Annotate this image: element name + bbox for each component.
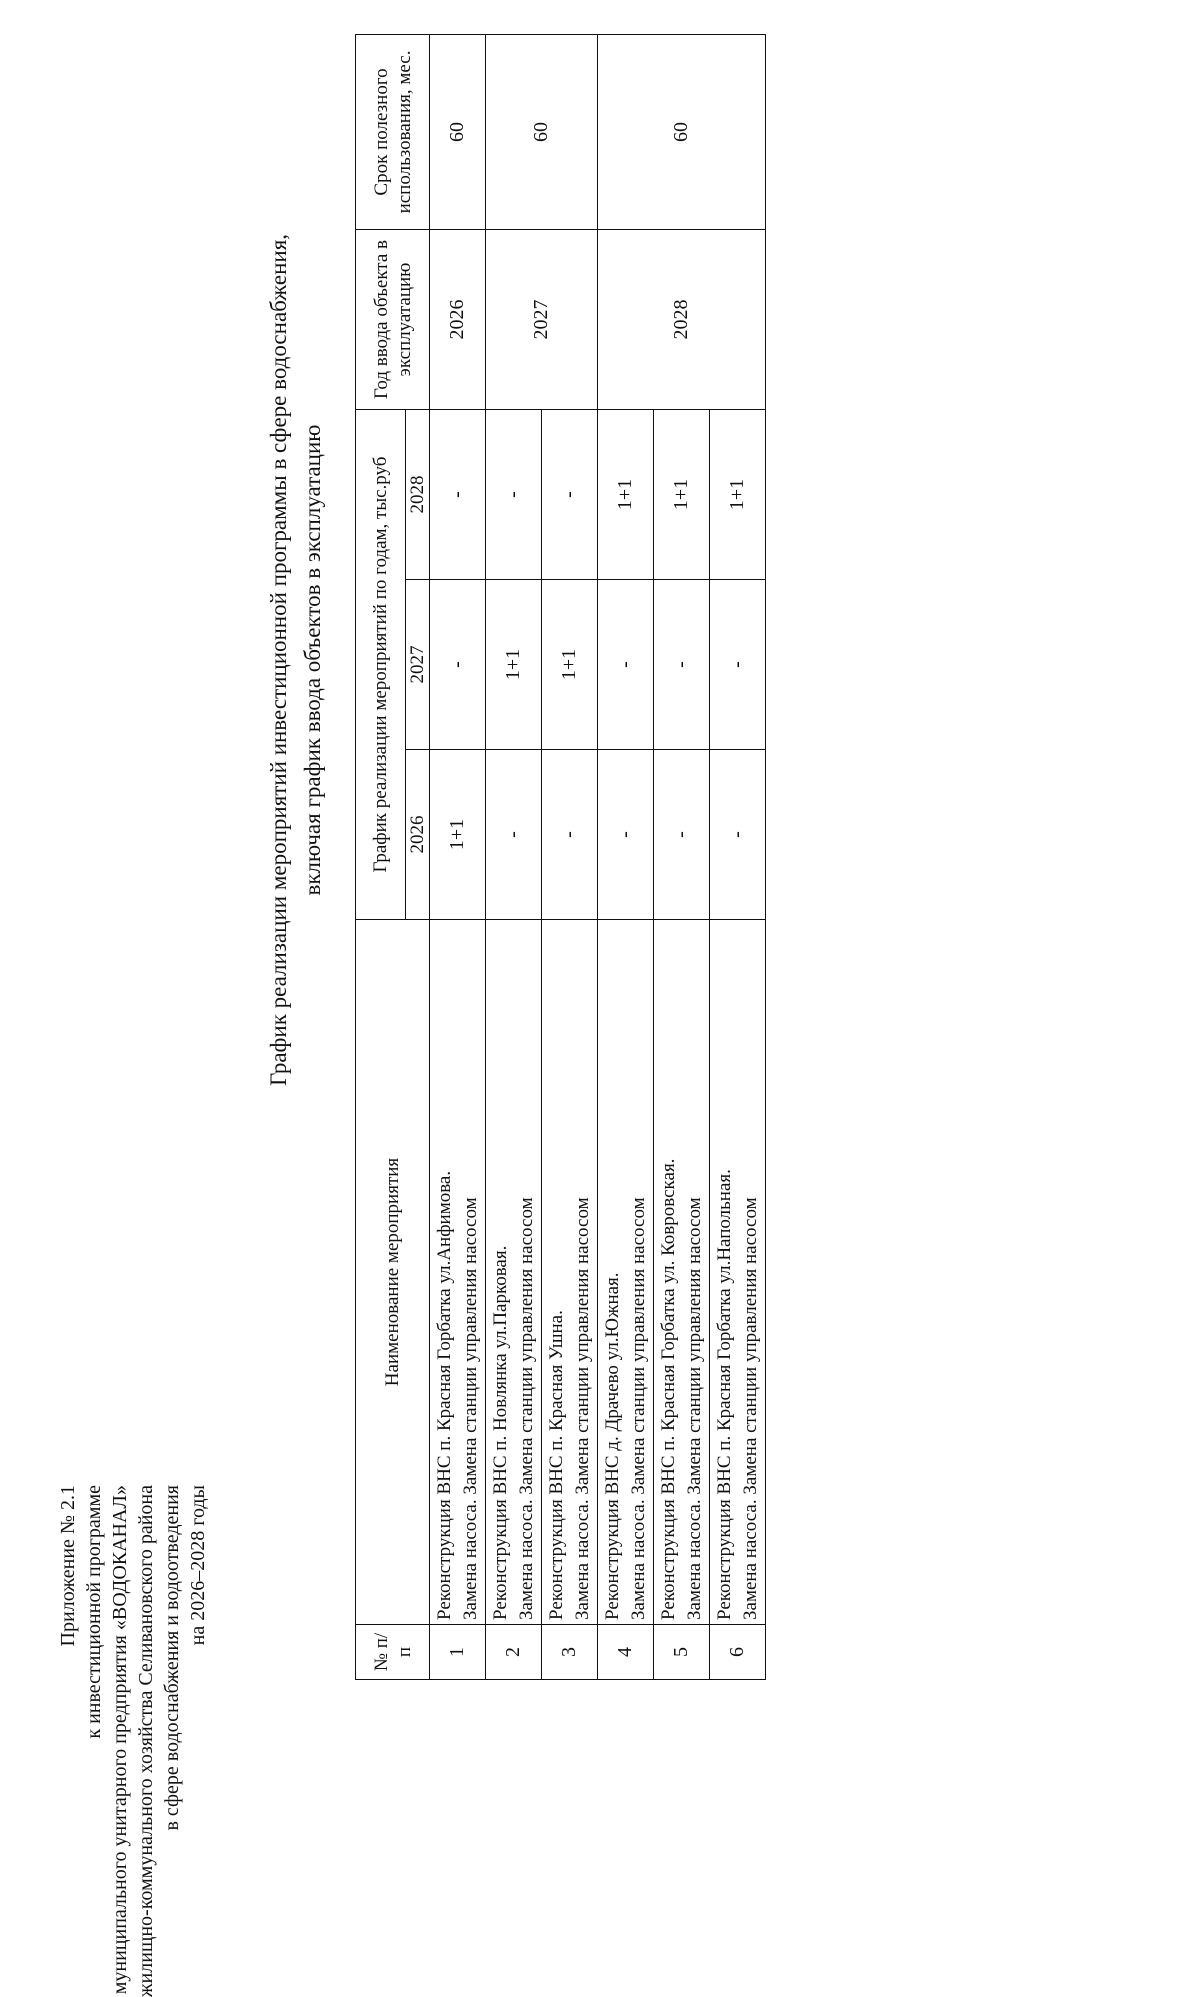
row-value-2027: - [598,580,654,750]
appendix-line: Приложение № 2.1 [57,1485,79,1647]
row-num: 3 [542,1625,598,1680]
header-num: № п/п [356,1625,430,1680]
row-num: 6 [710,1625,766,1680]
useful-life-cell: 60 [598,34,766,229]
row-name-line: Реконструкция ВНС п. Новлянка ул.Парковая. [489,1245,511,1620]
schedule-table [355,34,766,1680]
row-name-line: Реконструкция ВНС п. Красная Горбатка ул.Анфимова. [433,1170,455,1620]
appendix-line: муниципального унитарного предприятия «ВОДОКАНАЛ» [109,1485,131,1995]
row-value-2028: - [542,409,598,579]
row-name-line: Замена насоса. Замена станции управления насосом [515,1197,537,1620]
header-useful-life: Срок полезного использования, мес. [356,34,430,229]
row-value-2026: - [598,750,654,920]
row-name-line: Реконструкция ВНС п. Красная Горбатка ул.Напольная. [713,1169,735,1620]
commission-year-cell: 2028 [598,229,766,409]
title-line-1: График реализации мероприятий инвестиционной программы в сфере водоснабжения, [266,233,291,1087]
header-year: 2026 [406,750,430,920]
table-row [598,34,654,1679]
appendix-block [55,1485,211,1997]
header-row [356,34,406,1679]
row-name [598,920,654,1625]
row-value-2028: 1+1 [598,409,654,579]
useful-life-cell: 60 [486,34,598,229]
header-commission-year: Год ввода объекта в эксплуатацию [356,229,430,409]
row-value-2026: 1+1 [430,750,486,920]
row-name-line: Замена насоса. Замена станции управления насосом [683,1197,705,1620]
appendix-line: в сфере водоснабжения и водоотведения [161,1485,183,1831]
row-value-2026: - [710,750,766,920]
row-num: 4 [598,1625,654,1680]
row-value-2026: - [486,750,542,920]
row-value-2027: - [654,580,710,750]
appendix-line: к инвестиционной программе [83,1485,105,1739]
appendix-line: на 2026–2028 годы [187,1485,209,1646]
row-name [654,920,710,1625]
header-name: Наименование мероприятия [356,920,430,1625]
row-value-2028: 1+1 [654,409,710,579]
row-num: 2 [486,1625,542,1680]
header-year: 2028 [406,409,430,579]
row-value-2027: - [430,580,486,750]
appendix-line: жилищно-коммунального хозяйства Селивановского района [135,1485,157,1997]
header-schedule: График реализации мероприятий по годам, тыс.руб [356,409,406,919]
row-name-line: Замена насоса. Замена станции управления насосом [571,1197,593,1620]
row-value-2028: - [430,409,486,579]
row-num: 1 [430,1625,486,1680]
useful-life-cell: 60 [430,34,486,229]
row-name-line: Реконструкция ВНС д. Драчево ул.Южная. [601,1272,623,1620]
table-row [486,34,542,1679]
table-row [430,34,486,1679]
row-name-line: Замена насоса. Замена станции управления насосом [459,1197,481,1620]
row-name-line: Реконструкция ВНС п. Красная Горбатка ул. Ковровская. [657,1158,679,1620]
row-value-2027: - [710,580,766,750]
row-value-2026: - [542,750,598,920]
row-name [486,920,542,1625]
row-value-2026: - [654,750,710,920]
document-title [262,130,330,1190]
row-name [542,920,598,1625]
commission-year-cell: 2026 [430,229,486,409]
row-value-2028: 1+1 [710,409,766,579]
header-year: 2027 [406,580,430,750]
commission-year-cell: 2027 [486,229,598,409]
row-name-line: Замена насоса. Замена станции управления насосом [627,1197,649,1620]
row-name [430,920,486,1625]
row-value-2027: 1+1 [486,580,542,750]
row-name-line: Замена насоса. Замена станции управления насосом [739,1197,761,1620]
row-value-2027: 1+1 [542,580,598,750]
row-num: 5 [654,1625,710,1680]
title-line-2: включая график ввода объектов в эксплуатацию [300,424,325,896]
row-name [710,920,766,1625]
row-name-line: Реконструкция ВНС п. Красная Ушна. [545,1310,567,1620]
row-value-2028: - [486,409,542,579]
